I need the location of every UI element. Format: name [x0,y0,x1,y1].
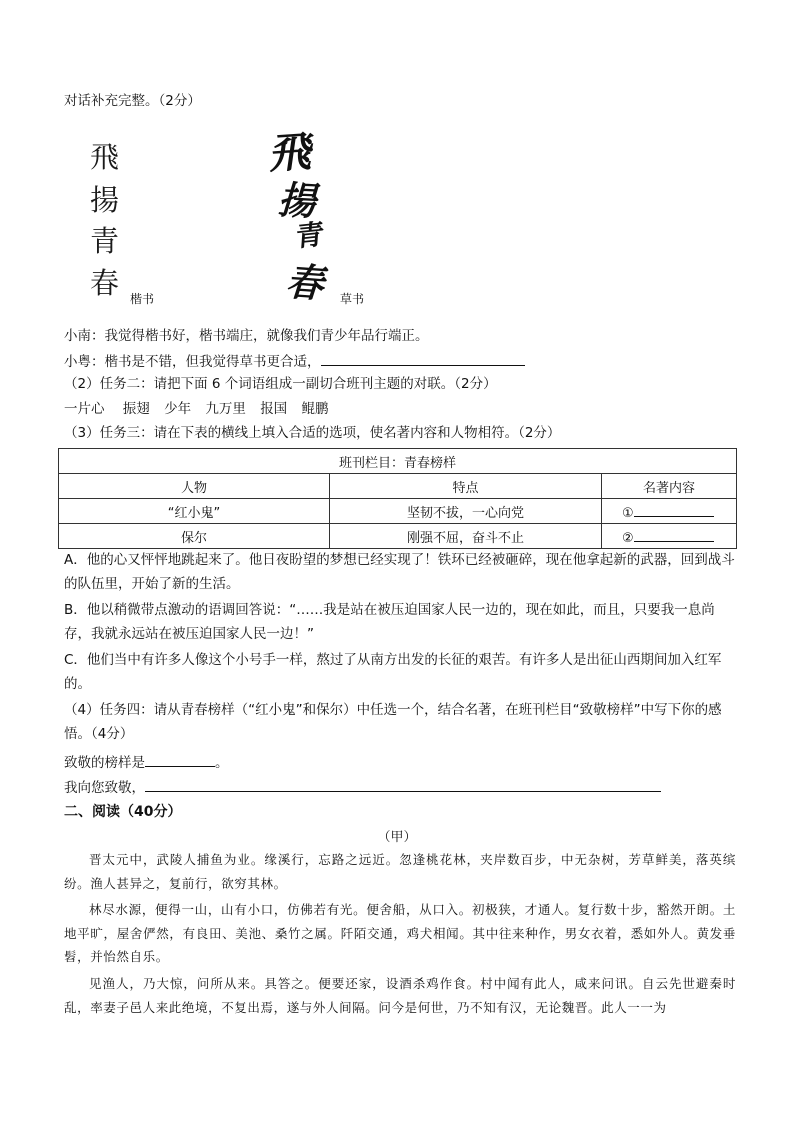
task3-prompt: （3）任务三：请在下表的横线上填入合适的选项，使名著内容和人物相符。（2分） [64,425,561,441]
passage-title: （甲） [377,830,417,845]
answer-blank-1[interactable] [634,502,714,517]
word-item: 振翅 [122,401,150,417]
dialogue-xiaoyue: 小粤：楷书是不错，但我觉得草书更合适， [64,354,321,370]
intro-line: 对话补充完整。（2分） [64,93,201,109]
answer-mark: ② [622,530,634,546]
cell-person: 保尔 [59,524,330,549]
task2-words [64,400,328,418]
answer-blank-role-model[interactable] [145,752,215,767]
task4-line1 [64,752,229,772]
caoshu-char-3: 青 [294,217,326,254]
word-item: 九万里 [205,401,246,417]
answer-blank-2[interactable] [634,527,714,542]
task4-line1-suffix: 。 [215,755,229,771]
passage-paragraph-2: 林尽水源，便得一山，山有小口，仿佛若有光。便舍船，从口入。初极狭，才通人。复行数十步，豁然开朗。土地平旷，屋舍俨然，有良田、美池、桑竹之属。阡陌交通，鸡犬相闻。其中往来种作，男女衣着，悉如外人。黄发垂髫，并怡然自乐。 [64,902,736,964]
option-b: B．他以稍微带点激动的语调回答说：“……我是站在被压迫国家人民一边的，现在如此，而且，只要我一息尚存，我就永远站在被压迫国家人民一边！” [64,602,715,642]
table-row [59,499,737,524]
passage-paragraph-3: 见渔人，乃大惊，问所从来。具答之。便要还家，设酒杀鸡作食。村中闻有此人，咸来问讯。自云先世避秦时乱，率妻子邑人来此绝境，不复出焉，遂与外人间隔。问今是何世，乃不知有汉，无论魏晋。此人一一为 [64,976,736,1015]
word-item: 一片心 [64,401,105,417]
word-item: 报国 [260,401,288,417]
cell-content [602,524,737,549]
passage-paragraph-1: 晋太元中，武陵人捕鱼为业。缘溪行，忘路之远近。忽逢桃花林，夹岸数百步，中无杂树，芳草鲜美，落英缤纷。渔人甚异之，复前行，欲穷其林。 [64,852,736,891]
answer-blank-reflection[interactable] [145,777,661,792]
section-heading: 二、阅读（40分） [64,804,182,820]
task2-prompt: （2）任务二：请把下面 6 个词语组成一副切合班刊主题的对联。（2分） [64,376,497,392]
caoshu-char-1: 飛 [267,126,318,179]
task4-prompt: （4）任务四：请从青春榜样（“红小鬼”和保尔）中任选一个，结合名著，在班刊栏目“致敬榜样”中写下你的感悟。（4分） [64,702,722,742]
task4-line1-prefix: 致敬的榜样是 [64,755,145,771]
kaishu-char-2: 揚 [90,183,120,217]
table-title: 班刊栏目：青春榜样 [59,449,737,474]
kaishu-char-1: 飛 [90,140,120,174]
header-person: 人物 [59,474,330,499]
dialogue-xiaoyue-row [64,351,525,371]
cell-trait: 坚韧不拔，一心向党 [330,499,602,524]
word-item: 鲲鹏 [301,401,329,417]
cell-trait: 刚强不屈，奋斗不止 [330,524,602,549]
character-table [58,448,737,549]
task4-line2-prefix: 我向您致敬， [64,780,145,796]
caoshu-char-4: 春 [282,258,334,307]
kaishu-char-3: 青 [90,224,120,258]
kaishu-label: 楷书 [130,292,155,306]
table-header-row [59,474,737,499]
dialogue-xiaonan: 小南：我觉得楷书好，楷书端庄，就像我们青少年品行端正。 [64,328,429,344]
word-item: 少年 [164,401,192,417]
table-row [59,524,737,549]
cell-content [602,499,737,524]
kaishu-char-4: 春 [90,266,120,300]
task4-line2 [64,777,661,797]
header-content: 名著内容 [602,474,737,499]
caoshu-label: 草书 [340,292,365,306]
cell-person: “红小鬼” [59,499,330,524]
answer-mark: ① [622,505,634,521]
table-title-row [59,449,737,474]
option-c: C．他们当中有许多人像这个小号手一样，熬过了从南方出发的长征的艰苦。有许多人是出征山西期间加入红军的。 [64,652,722,692]
answer-blank-xiaoyue[interactable] [321,351,525,366]
caoshu-char-2: 揚 [274,177,326,224]
option-a: A．他的心又怦怦地跳起来了。他日夜盼望的梦想已经实现了！铁环已经被砸碎，现在他拿起新的武器，回到战斗的队伍里，开始了新的生活。 [64,552,735,592]
header-trait: 特点 [330,474,602,499]
